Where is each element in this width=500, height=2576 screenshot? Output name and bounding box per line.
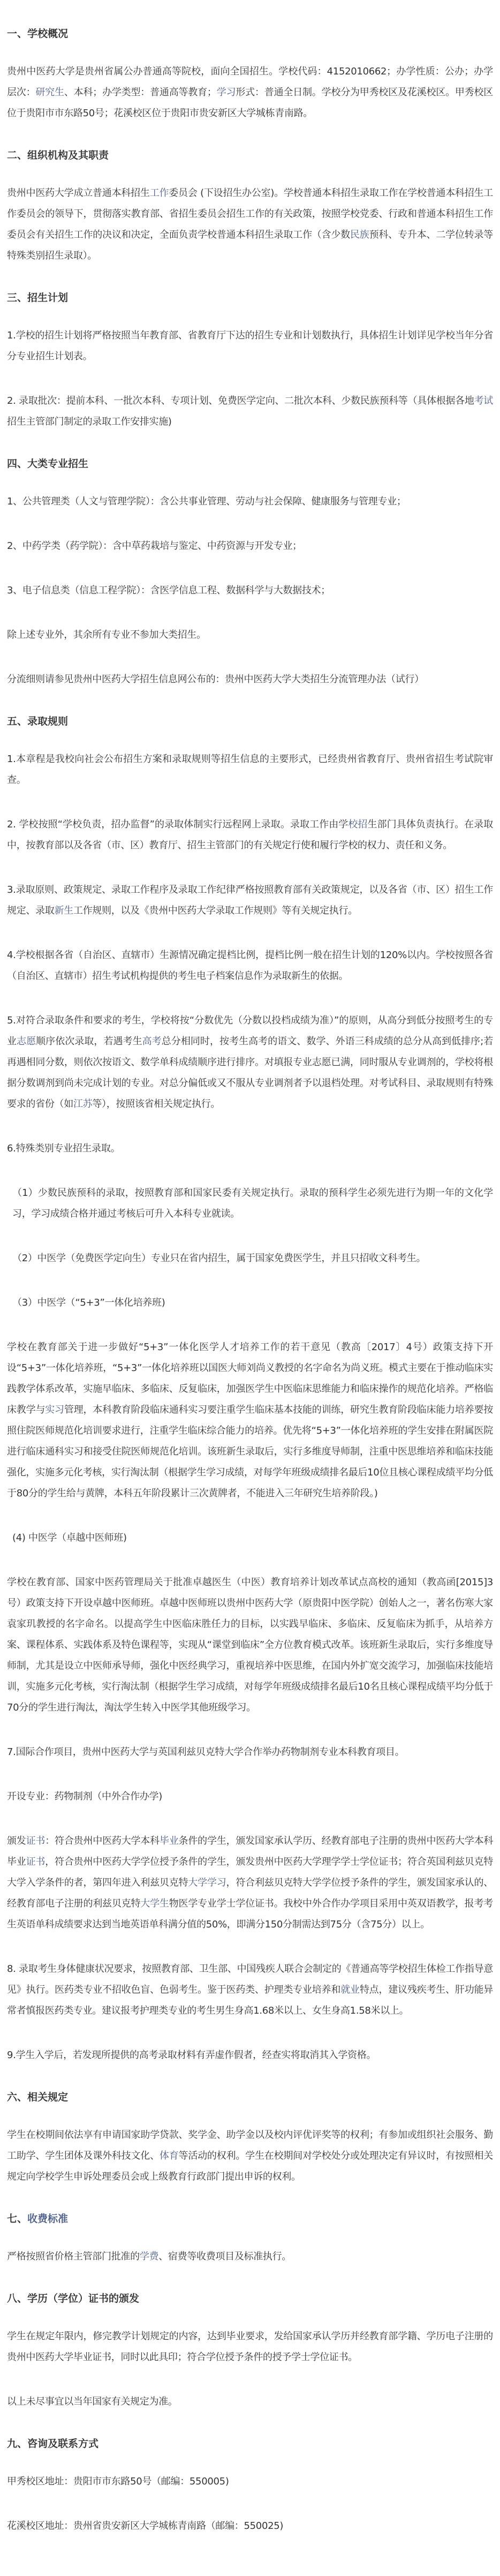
- paragraph-text: 1.本章程是我校向社会公布招生方案和录取规则等招生信息的主要形式，已经贵州省教育厅、贵州省招生考试院审查。: [7, 754, 493, 786]
- section-heading: 二、组织机构及其职责: [7, 149, 109, 161]
- paragraph: [7, 1786, 493, 1807]
- inline-link[interactable]: 就业: [340, 1984, 360, 1995]
- paragraph: [7, 183, 493, 266]
- paragraph-text: 特点，建议残疾考生、肝功能异常者慎报医药类专业。建议报考护理类专业的考生男生身高1.68米以上、女生身高1.58米以上。: [7, 1984, 494, 2016]
- paragraph-text: 、本科；办学类型：普通高等教育；: [64, 87, 217, 98]
- inline-link[interactable]: 学费: [139, 2251, 159, 2262]
- inline-link[interactable]: 学习: [216, 87, 236, 98]
- paragraph-text: 9.学生入学后，若发现所提供的高考录取材料有弄虚作假者，经查实将取消其入学资格。: [7, 2050, 376, 2061]
- paragraph-text: 6.特殊类别专业招生录取。: [7, 1143, 120, 1154]
- paragraph-text: 1、公共管理类（人文与管理学院）：含公共事业管理、劳动与社会保障、健康服务与管理专业；: [7, 496, 406, 507]
- paragraph-text: 等），按照该省相关规定执行。: [92, 1098, 221, 1110]
- paragraph-text: 8. 录取考生身体健康状况要求，按照教育部、卫生部、中国残疾人联合会制定的《普通高等学校招生体检工作指导意见》执行。医药类专业不招收色盲、色弱考生。鉴于医药类、护理类专业培养和: [7, 1963, 493, 1995]
- paragraph-text: 贵州中医药大学是贵州省属公办普通高等院校，面向全国招生。学校代码：4152010662；办学性质：公办；办学层次：: [7, 66, 493, 98]
- paragraph-text: 学校在教育部关于进一步做好“5+3”一体化医学人才培养工作的若干意见（教高〔2017〕4号）政策支持下开设“5+3”一体化培养班，“5+3”一体化培养班以国医大师刘尚义教授的名字命名为尚义班。模式主要在于推动临床实践教学体系改革，实施早临床、多临床、反复临床，加强医学生中医临床思维能力和临床操作的规范化培养。严格临床教学与: [7, 1342, 493, 1415]
- paragraph: [7, 325, 493, 367]
- paragraph-text: 工作规则，以及《贵州中医药大学录取工作规则》等有关规定执行。: [73, 905, 358, 916]
- paragraph-text: 管理，本科教育阶段临床通科实习要注重学生临床基本技能的训练，研究生教育阶段临床能力培养要按照住院医师规范化培训要求进行，注重学生临床综合能力的培养。优先将“5+3”一体化培养班的学生安排在附属医院进行临床通科实习和接受住院医师规范化培训。该班新生录取后，实行多维度导师制，注重中医思维培养和临床技能强化，实施多元化考核，实行淘汰制（根据学生学习成绩，对每学年班级成绩排名最后10位且核心课程成绩平均分低于80分的学生给与黄牌，本科五年阶段累计三次黄牌者，不能进入三年研究生培养阶段。): [7, 1404, 494, 1499]
- paragraph-text: 2. 录取批次：提前本科、一批次本科、专项计划、免费医学定向、二批次本科、少数民族预科等（具体根据各地: [7, 395, 474, 406]
- paragraph: [7, 945, 493, 986]
- paragraph: [7, 2045, 493, 2066]
- paragraph-text: ，符合利兹贝克特大学学位授予条件的学生，颁发国家承认的、经教育部电子注册的利兹贝克特: [7, 1877, 493, 1909]
- paragraph: [7, 1831, 493, 1935]
- paragraph: [7, 580, 493, 601]
- inline-link[interactable]: 校招: [348, 819, 368, 830]
- paragraph-text: 形式：普通全日制。学校分为甲秀校区及花溪校区。甲秀校区位于贵阳市市东路50号；花溪校区位于贵阳市贵安新区大学城栋青南路。: [7, 87, 493, 119]
- paragraph-text: 甲秀校区地址：贵阳市市东路50号（邮编：550005): [7, 2476, 229, 2487]
- paragraph: [7, 814, 493, 856]
- paragraph-text: 2、中药学类（药学院）：含中草药栽培与鉴定、中药资源与开发专业；: [7, 540, 302, 552]
- paragraph-text: 学生在校期间依法享有申请国家助学贷款、奖学金、助学金以及校内评优评奖等的权利；有参加或组织社会服务、勤工助学、学生团体及课外科技文化、: [7, 2129, 493, 2161]
- inline-link[interactable]: 工作: [149, 187, 169, 199]
- paragraph-text: 5.对符合录取条件和要求的考生，学校将按“分数优先（分数以投档成绩为准）”的原则，从高分到低分按照考生的专业: [7, 1015, 493, 1047]
- paragraph: [7, 2471, 493, 2492]
- paragraph-text: 生部门具体负责执行。在录取中，按教育部以及各省（市、区）教育厅、招生主管部门的有关规定行使和履行学校的权力、责任和义务。: [7, 819, 493, 851]
- inline-link[interactable]: 证书: [26, 1835, 46, 1847]
- inline-link[interactable]: 收费标准: [27, 2213, 69, 2225]
- section-heading: 四、大类专业招生: [7, 458, 89, 470]
- paragraph-text: 、宿费等收费项目及标准执行。: [158, 2251, 292, 2262]
- paragraph-text: 开设专业：药物制剂（中外合作办学): [7, 1791, 162, 1802]
- paragraph: [7, 1292, 493, 1313]
- paragraph-text: 除上述专业外，其余所有专业不参加大类招生。: [7, 629, 206, 641]
- paragraph-text: 招生主管部门制定的录取工作安排实施): [7, 416, 172, 427]
- paragraph-text: 1.学校的招生计划将严格按照当年教育部、省教育厅下达的招生专业和计划数执行，具体招生计划详见学校当年分省分专业招生计划表。: [7, 330, 493, 362]
- paragraph-text: 总分相同时，按考生高考的语文、数学、外语三科成绩的总分从高到低排序;若再遇相同分数，则依次按语文、数学单科成绩顺序进行排序。对填报专业志愿已满，同时服从专业调剂的，学校将根据分数调剂到尚未完成计划的专业。对总分偏低或又不服从专业调剂者予以退档处理。对考试科目、录取规则有特殊要求的省份（如: [7, 1036, 494, 1110]
- inline-link[interactable]: 新生: [54, 905, 73, 916]
- inline-link[interactable]: 实习: [45, 1404, 64, 1415]
- paragraph-text: ：符合贵州中医药大学本科: [45, 1835, 160, 1847]
- paragraph-text: ，符合贵州中医药大学学位授予条件的学生，颁发贵州中医药大学理学学士学位证书；符合英国利兹贝克特大学入学条件的者，第四年进入利兹贝克特: [7, 1856, 494, 1888]
- paragraph: [7, 536, 493, 556]
- inline-link[interactable]: 证书: [26, 1856, 46, 1867]
- paragraph-text: （1）少数民族预科的录取，按照教育部和国家民委有关规定执行。录取的预科学生必须先进行为期一年的文化学习，学习成绩合格并通过考核后可升入本科专业就读。: [12, 1187, 493, 1219]
- paragraph-text: 顺序依次录取，若遇考生: [36, 1036, 142, 1047]
- paragraph: [7, 2515, 493, 2536]
- paragraph: [7, 1572, 493, 1718]
- inline-link[interactable]: 高考: [142, 1036, 162, 1047]
- paragraph-text: 预科、专升本、二学位转录等特殊类别招生录取）。: [7, 229, 493, 261]
- heading-text: 七、: [7, 2213, 28, 2225]
- paragraph-text: 花溪校区地址：贵州省贵安新区大学城栋青南路（邮编：550025): [7, 2520, 284, 2532]
- paragraph: [7, 1138, 493, 1159]
- paragraph-text: 4.学校根据各省（自治区、直辖市）生源情况确定提档比例，提档比例一般在招生计划的120%以内。学校按照各省（自治区、直辖市）招生考试机构提供的考生电子档案信息作为录取新生的依据。: [7, 950, 493, 982]
- section-heading: 一、学校概况: [7, 28, 69, 40]
- paragraph-text: （2）中医学（免费医学定向生）专业只在省内招生，属于国家免费医学生，并且只招收文科考生。: [12, 1253, 426, 1264]
- paragraph: [7, 1527, 493, 1548]
- section-heading: 六、相关规定: [7, 2091, 69, 2103]
- section-heading: [7, 2211, 493, 2227]
- inline-link[interactable]: 考试: [474, 395, 493, 406]
- paragraph: [7, 2125, 493, 2187]
- paragraph: [7, 624, 493, 645]
- paragraph: [7, 390, 493, 432]
- paragraph: [7, 2391, 493, 2412]
- paragraph-text: 7.国际合作项目，贵州中医药大学与英国利兹贝克特大学合作举办药物制剂专业本科教育项目。: [7, 1746, 405, 1758]
- paragraph-text: 条件的学生，颁发国家承认学历、经教育部电子注册的贵州中医药大学本科毕业: [7, 1835, 494, 1867]
- paragraph-text: （3）中医学（“5+3”一体化培养班): [12, 1297, 165, 1308]
- inline-link[interactable]: 大学学习: [188, 1877, 226, 1888]
- paragraph: [7, 749, 493, 790]
- paragraph-text: 以上未尽事宜以当年国家有关规定为准。: [7, 2396, 178, 2407]
- paragraph: [7, 1337, 493, 1504]
- paragraph-text: 分流细则请参见贵州中医药大学招生信息网公布的：贵州中医药大学大类招生分流管理办法（试行）: [7, 674, 424, 685]
- paragraph-text: (4) 中医学（卓越中医师班): [12, 1532, 127, 1543]
- paragraph-text: 学生在规定年限内，修完教学计划规定的内容，达到毕业要求，发给国家承认学历并经教育部学籍、学历电子注册的贵州中医药大学毕业证书，同时以此具印；符合学位授予条件的授予学士学位证书。: [7, 2331, 493, 2363]
- paragraph-text: 3.录取原则、政策规定、录取工作程序及录取工作纪律严格按照教育部有关政策规定，以及各省（市、区）招生工作规定、录取: [7, 884, 493, 916]
- paragraph-text: 颁发: [7, 1835, 26, 1847]
- paragraph-text: 委员会 (下设招生办公室)。学校普通本科招生录取工作在学校普通本科招生工作委员会的领导下，贯彻落实教育部、省招生委员会招生工作的有关政策，按照学校党委、行政和普通本科招生工作委员会有关招生工作的决议和决定，全面负责学校普通本科招生录取工作（含少数: [7, 187, 494, 240]
- inline-link[interactable]: 志愿: [17, 1036, 36, 1047]
- paragraph: [7, 2326, 493, 2368]
- section-heading: 五、录取规则: [7, 715, 69, 727]
- inline-link[interactable]: 体育: [159, 2150, 179, 2161]
- paragraph: [7, 1742, 493, 1762]
- paragraph: [7, 61, 493, 124]
- paragraph-text: 学校在教育部、国家中医药管理局关于批准卓越医生（中医）教育培养计划改革试点高校的通知（教高函[2015]3号）政策支持下开设卓越中医师班。卓越中医师班以贵州中医药大学（原贵阳中医学院）创始人之一，著名伤寒大家袁家玑教授的名字命名。以提高学生中医临床胜任力的目标，以实践早临床、多临床、反复临床为抓手，从培养方案、课程体系、实践体系及特色课程等，实现从“课堂到临床”全方位教育模式改革。该班新生录取后，实行多维度导师制，尤其是设立中医师承导师，强化中医经典学习，重视培养中医思维，在国内外扩宽交流学习，加强临床技能培训，实施多元化考核，实行淘汰制（根据学生学习成绩，对每学年班级成绩排名最后10名且核心课程成绩平均分低于70分的学生进行淘汰，淘汰学生转入中医学其他班级学习。: [7, 1577, 493, 1713]
- paragraph-text: 严格按照省价格主管部门批准的: [7, 2251, 140, 2262]
- paragraph-text: 等活动的权利。学生在校期间对学校处分或处理决定有异议时，有按照相关规定向学校学生申诉处理委员会或上级教育行政部门提出申诉的权利。: [7, 2150, 493, 2182]
- paragraph: [7, 879, 493, 921]
- inline-link[interactable]: 江苏: [73, 1098, 93, 1110]
- section-heading: 三、招生计划: [7, 292, 69, 304]
- paragraph-text: 3、电子信息类（信息工程学院）：含医学信息工程、数据科学与大数据技术；: [7, 585, 330, 596]
- paragraph: [7, 1010, 493, 1114]
- paragraph-text: 2. 学校按照“学校负责，招办监督”的录取体制实行远程网上录取。录取工作由学: [7, 819, 349, 830]
- inline-link[interactable]: 研究生: [35, 87, 64, 98]
- inline-link[interactable]: 毕业: [159, 1835, 179, 1847]
- paragraph: [7, 1959, 493, 2021]
- section-heading: 八、学历（学位）证书的颁发: [7, 2293, 140, 2304]
- paragraph-text: 贵州中医药大学成立普通本科招生: [7, 187, 150, 199]
- paragraph: [7, 1182, 493, 1224]
- paragraph: [7, 2246, 493, 2267]
- paragraph-text: 物医学专业学士学位证书。我校中外合作办学项目采用中英双语教学，报考考生英语单科成绩要求达到当地英语单科满分值的50%，即满分150分制需达到75分（含75分）以上。: [7, 1898, 493, 1930]
- inline-link[interactable]: 民族: [350, 229, 369, 240]
- paragraph: [7, 491, 493, 512]
- paragraph: [7, 669, 493, 690]
- inline-link[interactable]: 大学生: [140, 1898, 169, 1909]
- section-heading: 九、咨询及联系方式: [7, 2438, 99, 2450]
- paragraph: [7, 1248, 493, 1269]
